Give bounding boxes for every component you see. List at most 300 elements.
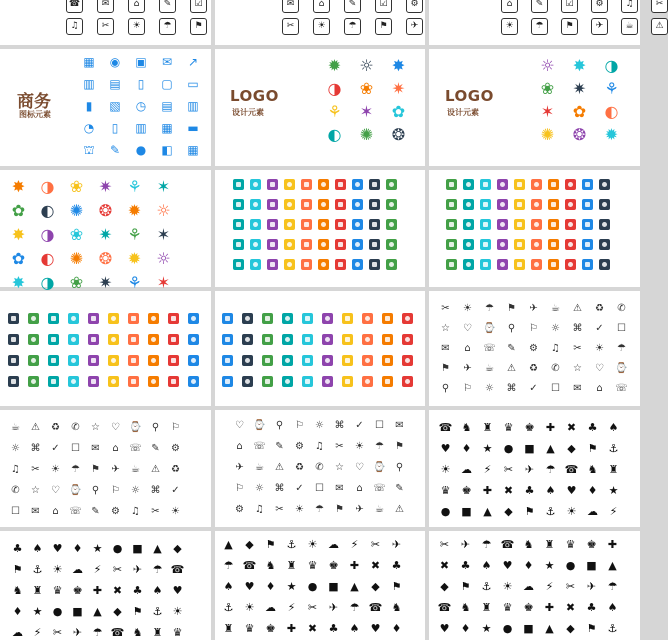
icon xyxy=(342,376,353,387)
icon-inner-shape xyxy=(131,316,136,321)
icon-inner-shape xyxy=(253,222,258,227)
icon: ✈ xyxy=(463,362,472,374)
slide-solid-icons-4[interactable] xyxy=(429,531,640,640)
icon: ✆ xyxy=(617,302,626,314)
slide-flat-icons-1[interactable] xyxy=(215,170,425,287)
icon xyxy=(582,219,593,230)
icon-inner-shape xyxy=(389,242,394,247)
icon xyxy=(188,355,199,366)
icon xyxy=(262,313,273,324)
icon: ◑ xyxy=(40,224,55,244)
icon: ▬ xyxy=(187,121,199,135)
icon xyxy=(565,179,576,190)
icon: ♚ xyxy=(265,622,276,635)
icon: ☂ xyxy=(344,18,361,35)
icon: ⚠ xyxy=(151,463,160,475)
icon: ☼ xyxy=(11,442,20,454)
icon: ▣ xyxy=(135,55,147,69)
icon-inner-shape xyxy=(287,262,292,267)
icon: ⚑ xyxy=(190,18,207,35)
icon xyxy=(128,376,139,387)
business-subtitle: 图标元素 xyxy=(19,110,51,119)
icon-grid xyxy=(440,422,619,517)
slide-solid-icons-1[interactable] xyxy=(429,410,640,527)
icon-inner-shape xyxy=(325,316,330,321)
logo-title: LOGO xyxy=(230,87,279,105)
icon: ☼ xyxy=(255,482,264,494)
icon: ♜ xyxy=(608,463,619,476)
icon: ☂ xyxy=(349,601,360,614)
icon: ☐ xyxy=(375,419,384,431)
icon: ✈ xyxy=(328,601,339,614)
icon: ♥ xyxy=(52,542,63,555)
slide-logo-elements-1[interactable] xyxy=(215,49,425,166)
icon: ✺ xyxy=(69,248,84,268)
icon xyxy=(8,313,19,324)
icon xyxy=(342,355,353,366)
icon: ♫ xyxy=(315,440,324,452)
icon-inner-shape xyxy=(225,358,230,363)
icon-inner-shape xyxy=(321,262,326,267)
icon xyxy=(514,239,525,250)
icon: ♡ xyxy=(111,421,120,433)
icon-inner-shape xyxy=(270,222,275,227)
icon: ☕ xyxy=(551,302,560,314)
icon: ✈ xyxy=(235,461,244,473)
icon: ☕ xyxy=(485,362,494,374)
icon: ☀ xyxy=(171,505,180,517)
icon-inner-shape xyxy=(355,182,360,187)
icon: ⌚ xyxy=(129,421,142,433)
icon: ☀ xyxy=(313,18,330,35)
icon-inner-shape xyxy=(191,358,196,363)
icon: ♜ xyxy=(286,559,297,572)
icon-grid xyxy=(222,313,413,387)
icon: ✹ xyxy=(127,200,142,220)
icon-inner-shape xyxy=(517,222,522,227)
icon xyxy=(322,334,333,345)
icon: ⌘ xyxy=(30,442,41,454)
icon: ☁ xyxy=(12,626,23,639)
icon: ⌂ xyxy=(112,442,119,454)
icon xyxy=(250,239,261,250)
icon: ⌂ xyxy=(52,505,59,517)
icon: ✂ xyxy=(97,18,114,35)
icon: ⚓ xyxy=(607,622,618,635)
icon-inner-shape xyxy=(345,337,350,342)
icon: ♣ xyxy=(12,542,23,555)
icon: ⌘ xyxy=(506,382,517,394)
icon: ▦ xyxy=(161,121,173,135)
icon: ■ xyxy=(72,605,83,618)
icon: ✈ xyxy=(72,626,83,639)
icon: ✖ xyxy=(307,622,318,635)
icon: ✆ xyxy=(71,421,80,433)
icon xyxy=(352,219,363,230)
icon: ⚓ xyxy=(608,442,619,455)
icon-inner-shape xyxy=(304,242,309,247)
icon xyxy=(222,313,233,324)
icon: ⌂ xyxy=(313,0,330,13)
icon: ☀ xyxy=(463,302,472,314)
icon xyxy=(148,334,159,345)
icon: ☂ xyxy=(223,559,234,572)
icon: ◆ xyxy=(567,442,576,455)
icon: ♣ xyxy=(132,584,143,597)
icon: ♦ xyxy=(523,559,534,572)
icon-inner-shape xyxy=(265,379,270,384)
icon-inner-shape xyxy=(225,337,230,342)
icon xyxy=(148,376,159,387)
icon: ⚑ xyxy=(132,605,143,618)
icon: ☐ xyxy=(71,442,80,454)
icon: ✎ xyxy=(395,482,404,494)
slide-flat-icons-2[interactable] xyxy=(429,170,640,287)
icon xyxy=(318,179,329,190)
icon: ☀ xyxy=(51,463,60,475)
icon: ✓ xyxy=(171,484,180,496)
icon: ▦ xyxy=(83,55,95,69)
icon xyxy=(267,239,278,250)
icon: ☆ xyxy=(441,322,450,334)
icon: ☼ xyxy=(540,55,555,75)
icon-inner-shape xyxy=(236,182,241,187)
icon: ♜ xyxy=(152,626,163,639)
slide-business-icons[interactable] xyxy=(0,49,211,166)
icon-inner-shape xyxy=(585,222,590,227)
icon-inner-shape xyxy=(245,358,250,363)
icon: ✚ xyxy=(92,584,103,597)
icon: ✖ xyxy=(439,559,450,572)
icon: ✸ xyxy=(391,55,406,75)
icon: ♫ xyxy=(66,18,83,35)
icon xyxy=(480,239,491,250)
icon: ✎ xyxy=(275,440,284,452)
icon-inner-shape xyxy=(51,337,56,342)
icon xyxy=(322,355,333,366)
icon: ◑ xyxy=(327,78,342,98)
slide-top-center[interactable] xyxy=(215,0,425,45)
icon: ♠ xyxy=(152,584,163,597)
icon: ♞ xyxy=(132,626,143,639)
icon: ⚡ xyxy=(287,601,296,614)
icon: ✎ xyxy=(531,0,548,13)
icon: ❀ xyxy=(69,224,84,244)
icon: ♜ xyxy=(32,584,43,597)
icon-grid xyxy=(440,303,627,394)
icon: ☂ xyxy=(315,503,324,515)
icon: ♛ xyxy=(172,626,183,639)
slide-line-icons-3[interactable] xyxy=(215,410,425,527)
icon: ☕ xyxy=(11,421,20,433)
icon xyxy=(267,179,278,190)
icon: ☀ xyxy=(307,538,318,551)
icon-inner-shape xyxy=(265,337,270,342)
icon-inner-shape xyxy=(171,379,176,384)
icon: ☀ xyxy=(52,563,63,576)
icon: ⚙ xyxy=(406,0,423,13)
icon xyxy=(262,355,273,366)
icon: ☀ xyxy=(566,505,577,518)
logo-grid xyxy=(539,57,623,143)
icon xyxy=(318,219,329,230)
icon: ✉ xyxy=(573,382,582,394)
logo-subtitle: 设计元素 xyxy=(232,108,264,117)
icon: ⚲ xyxy=(441,382,450,394)
icon: ☁ xyxy=(265,601,276,614)
icon: ✈ xyxy=(591,18,608,35)
icon xyxy=(318,259,329,270)
icon-inner-shape xyxy=(372,242,377,247)
icon-inner-shape xyxy=(304,222,309,227)
icon: ♻ xyxy=(171,463,180,475)
icon: ☎ xyxy=(437,601,452,614)
icon: ☀ xyxy=(355,440,364,452)
icon: ◑ xyxy=(40,272,55,292)
icon: ✸ xyxy=(11,176,26,196)
icon-inner-shape xyxy=(551,242,556,247)
icon xyxy=(362,334,373,345)
icon xyxy=(188,313,199,324)
icon: ■ xyxy=(523,622,534,635)
icon xyxy=(599,239,610,250)
icon: ♠ xyxy=(349,622,360,635)
icon: ☕ xyxy=(621,18,638,35)
icon: ▯ xyxy=(111,121,119,135)
icon: ✓ xyxy=(355,419,364,431)
icon xyxy=(335,239,346,250)
icon xyxy=(548,259,559,270)
icon: ✖ xyxy=(370,559,381,572)
icon: ⚲ xyxy=(151,421,160,433)
icon-inner-shape xyxy=(91,337,96,342)
slide-flat-icons-3[interactable] xyxy=(0,291,211,406)
icon xyxy=(599,199,610,210)
icon xyxy=(402,334,413,345)
icon: ✈ xyxy=(406,18,423,35)
icon: ⚑ xyxy=(91,463,100,475)
icon: ☎ xyxy=(564,463,579,476)
icon: ⚓ xyxy=(152,605,163,618)
icon xyxy=(242,376,253,387)
icon xyxy=(88,355,99,366)
icon: ❀ xyxy=(540,78,555,98)
icon xyxy=(463,179,474,190)
icon xyxy=(88,313,99,324)
icon: ♞ xyxy=(461,421,472,434)
icon: ☏ xyxy=(373,482,386,494)
icon: ♚ xyxy=(72,584,83,597)
icon xyxy=(233,179,244,190)
icon-inner-shape xyxy=(449,242,454,247)
icon xyxy=(463,219,474,230)
icon: ✉ xyxy=(31,505,40,517)
icon: ✸ xyxy=(11,272,26,292)
icon xyxy=(262,334,273,345)
icon-inner-shape xyxy=(345,316,350,321)
icon: ♜ xyxy=(223,622,234,635)
icon: ▮ xyxy=(85,99,93,113)
icon-inner-shape xyxy=(602,202,607,207)
icon: ◧ xyxy=(161,143,173,157)
icon: ✂ xyxy=(573,342,582,354)
icon-inner-shape xyxy=(483,242,488,247)
icon xyxy=(480,199,491,210)
slide-top-left[interactable] xyxy=(0,0,211,45)
icon xyxy=(48,313,59,324)
icon xyxy=(582,179,593,190)
icon xyxy=(352,179,363,190)
icon: ⚓ xyxy=(32,563,43,576)
icon xyxy=(108,313,119,324)
icon-inner-shape xyxy=(483,202,488,207)
slide-flat-icons-4[interactable] xyxy=(215,291,425,406)
icon: ⌚ xyxy=(615,362,628,374)
icon-inner-shape xyxy=(466,182,471,187)
icon-inner-shape xyxy=(449,262,454,267)
icon-inner-shape xyxy=(131,358,136,363)
icon-inner-shape xyxy=(236,242,241,247)
icon-inner-shape xyxy=(287,202,292,207)
icon-inner-shape xyxy=(253,202,258,207)
icon: ✆ xyxy=(551,362,560,374)
icon-inner-shape xyxy=(253,182,258,187)
icon: ☎ xyxy=(110,626,125,639)
icon-inner-shape xyxy=(449,202,454,207)
icon xyxy=(302,376,313,387)
icon-inner-shape xyxy=(151,337,156,342)
icon-inner-shape xyxy=(449,182,454,187)
icon-inner-shape xyxy=(253,262,258,267)
icon-inner-shape xyxy=(585,262,590,267)
slide-line-icons-2[interactable] xyxy=(0,410,211,527)
icon xyxy=(168,355,179,366)
icon: ♣ xyxy=(524,484,535,497)
icon: ✎ xyxy=(151,442,160,454)
icon-inner-shape xyxy=(321,242,326,247)
icon-inner-shape xyxy=(338,222,343,227)
icon: ⚲ xyxy=(91,484,100,496)
icon: ⚑ xyxy=(391,580,402,593)
icon-inner-shape xyxy=(602,182,607,187)
icon xyxy=(48,355,59,366)
icon-inner-shape xyxy=(245,337,250,342)
icon-inner-shape xyxy=(568,182,573,187)
icon xyxy=(531,259,542,270)
icon: ⚓ xyxy=(223,601,234,614)
icon xyxy=(48,334,59,345)
icon: ♞ xyxy=(523,538,534,551)
icon xyxy=(168,334,179,345)
icon xyxy=(514,179,525,190)
icon: ✓ xyxy=(51,442,60,454)
icon-inner-shape xyxy=(500,242,505,247)
icon: ◐ xyxy=(40,248,55,268)
icon-inner-shape xyxy=(11,358,16,363)
icon: ♻ xyxy=(51,421,60,433)
icon: ☼ xyxy=(156,200,171,220)
icon-inner-shape xyxy=(31,358,36,363)
icon-inner-shape xyxy=(389,222,394,227)
icon xyxy=(233,219,244,230)
icon-inner-shape xyxy=(321,202,326,207)
icon xyxy=(222,355,233,366)
slide-solid-icons-2[interactable] xyxy=(0,531,211,640)
icon: ❀ xyxy=(69,272,84,292)
icon-inner-shape xyxy=(500,262,505,267)
icon: ⌘ xyxy=(572,322,583,334)
icon: ♫ xyxy=(621,0,638,13)
icon: ✎ xyxy=(159,0,176,13)
logo-subtitle: 设计元素 xyxy=(447,108,479,117)
icon: ♡ xyxy=(595,362,604,374)
icon xyxy=(386,219,397,230)
icon: ✶ xyxy=(156,176,171,196)
icon: ✂ xyxy=(565,580,576,593)
icon: ✂ xyxy=(52,626,63,639)
icon: ◆ xyxy=(113,605,122,618)
icon xyxy=(301,259,312,270)
icon xyxy=(282,355,293,366)
icon: ★ xyxy=(32,605,43,618)
icon: ■ xyxy=(132,542,143,555)
icon xyxy=(582,259,593,270)
icon: ⚑ xyxy=(395,440,404,452)
icon-inner-shape xyxy=(304,262,309,267)
icon-inner-shape xyxy=(389,262,394,267)
icon: ✎ xyxy=(91,505,100,517)
icon: ♫ xyxy=(11,463,20,475)
icon-inner-shape xyxy=(338,202,343,207)
icon: ✷ xyxy=(98,176,113,196)
icon xyxy=(267,199,278,210)
icon-inner-shape xyxy=(71,379,76,384)
icon-inner-shape xyxy=(365,358,370,363)
icon-inner-shape xyxy=(466,242,471,247)
icon: ☂ xyxy=(152,563,163,576)
icon-inner-shape xyxy=(483,222,488,227)
icon xyxy=(362,355,373,366)
icon: ✹ xyxy=(604,124,619,144)
slide-logo-elements-2[interactable] xyxy=(429,49,640,166)
icon xyxy=(28,355,39,366)
icon-inner-shape xyxy=(225,379,230,384)
icon: ♚ xyxy=(524,421,535,434)
slide-line-icons-1[interactable] xyxy=(429,291,640,406)
slide-colorful-logos[interactable] xyxy=(0,170,211,292)
icon xyxy=(362,376,373,387)
icon-inner-shape xyxy=(305,379,310,384)
icon xyxy=(463,239,474,250)
icon: ⚡ xyxy=(33,626,42,639)
icon xyxy=(250,179,261,190)
icon xyxy=(342,313,353,324)
icon: ☀ xyxy=(172,605,183,618)
icon: ▲ xyxy=(608,559,617,572)
icon: ⚠ xyxy=(31,421,40,433)
icon: ♜ xyxy=(544,538,555,551)
icon: ✈ xyxy=(111,463,120,475)
icon xyxy=(497,219,508,230)
slide-solid-icons-3[interactable] xyxy=(215,531,425,640)
icon: ☎ xyxy=(438,421,453,434)
icon-inner-shape xyxy=(534,182,539,187)
icon-inner-shape xyxy=(51,358,56,363)
icon xyxy=(565,199,576,210)
icon: ◷ xyxy=(135,99,147,113)
icon-inner-shape xyxy=(405,316,410,321)
slide-top-right[interactable] xyxy=(429,0,664,45)
